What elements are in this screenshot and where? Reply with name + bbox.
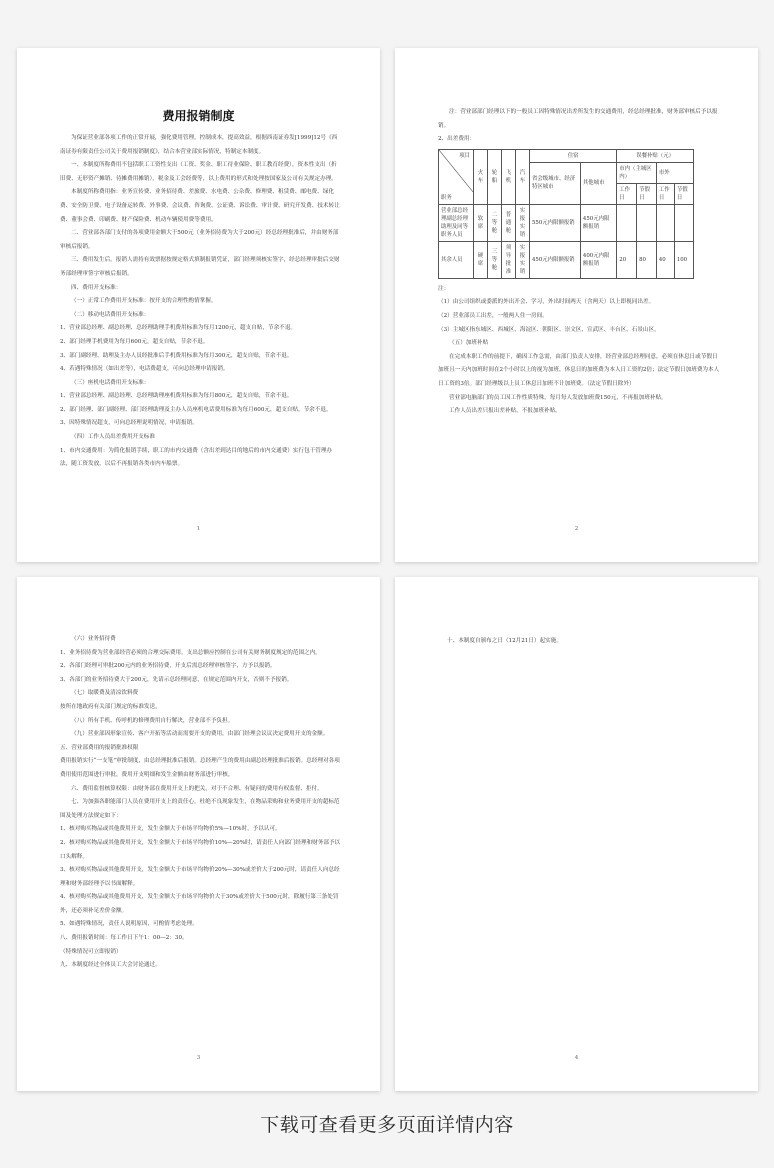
table-header: 节假日 xyxy=(674,183,693,204)
paragraph: 九、本制度经过全体员工大会讨论通过。 xyxy=(60,962,161,969)
page-number: 4 xyxy=(574,1055,579,1061)
table-cell: 硬席 xyxy=(474,241,488,278)
page-3-body xyxy=(60,633,342,973)
table-cell: 450元内限额报销 xyxy=(580,204,616,241)
table-corner-bottom: 职务 xyxy=(441,194,452,201)
table-cell: 400元内限额报销 xyxy=(580,241,616,278)
paragraph: 3、核对购买物品或其他费用开支，发生金额大于市场平均物价20%—30%或差价大于200元时，请责任人向总经理和财务部经理予以书面解释。 xyxy=(60,867,340,887)
paragraph: 2、部门经理手机费用为每月600元，超支自贴，节余不退。 xyxy=(60,338,209,345)
table-row xyxy=(439,241,694,278)
table-cell: 实报实销 xyxy=(516,241,530,278)
paragraph: 六、费用监督核算权限：由财务部在费用开支上的把关，对于不合理、有疑问的费用有权监督、拒付。 xyxy=(71,785,323,792)
paragraph: （3）主城区指东城区、西城区、海淀区、朝阳区、崇文区、宣武区、丰台区、石景山区。 xyxy=(438,326,660,333)
paragraph: （九）营业部因形象宣传、客户开拓等活动而需要开支的费用，由部门经理会议议决定费用开支的金额。 xyxy=(71,731,329,738)
table-cell xyxy=(674,204,693,241)
paragraph: 1、营业部总经理、副总经理、总经理助理座机费用标准为每月800元，超支自贴，节余不退。 xyxy=(60,393,293,400)
paragraph: 在完成本职工作的前提下，确因工作急需，由部门负责人安排，经营业部总经理同意，必须在休息日或节假日加班且一天内加班时间在2个小时以上的视为加班，休息日的加班费为本人日工资的2倍；法定节假日加班费为本人日工资的3倍。部门经理级以上员工休息日加班不计加班费。（法定节假日除外） xyxy=(438,353,720,387)
paragraph: 4、若遇特殊情况（如出差等），电话费超支，可向总经理申请报销。 xyxy=(60,366,229,373)
paragraph: 5、如遇特殊情况，责任人说明原因，可酌情考虑处理。 xyxy=(60,921,198,928)
paragraph: （2）营业部员工出差，一般两人住一房间。 xyxy=(438,312,548,319)
paragraph: （七）取暖费及清凉饮料费 xyxy=(71,690,139,697)
paragraph: 注： xyxy=(438,285,450,292)
paragraph: 2、核对购买物品或其他费用开支，发生金额大于市场平均物价10%—20%时，请责任人向部门经理和财务部予以口头解释。 xyxy=(60,839,341,860)
paragraph: 2、部门经理、部门副经理、部门经理助理及主办人员座机电话费用标准为每月600元，超支自贴，节余不退。 xyxy=(60,406,332,413)
paragraph: 工作人员出差只报出差补贴，不报加班补贴。 xyxy=(449,408,561,415)
table-header: 工作日 xyxy=(656,183,674,204)
paragraph: （特殊情况可立即报销） xyxy=(60,948,122,955)
paragraph: （二）移动电话费用开支标准： xyxy=(71,311,150,318)
table-cell: 20 xyxy=(617,241,637,278)
table-header: 轮船 xyxy=(488,149,502,204)
table-cell: 40 xyxy=(656,241,674,278)
table-cell: 软席 xyxy=(474,204,488,241)
page-number: 2 xyxy=(574,526,579,532)
paragraph: 4、核对购买物品或其他费用开支，发生金额大于市场平均物价大于30%或差价大于500元时，除履行第三条处罚外，还必须补足差价金额。 xyxy=(60,894,339,914)
table-cell: 100 xyxy=(674,241,693,278)
table-header: 市外 xyxy=(656,162,693,183)
paragraph: 为保证营业部各项工作的正常开展，强化费用管理，控制成本，提高效益，根据西南证券发[1999]12号《西南证券有限责任公司关于费用报销制度》，结合本营业部实际情况，特制定本制度。 xyxy=(60,135,338,155)
table-cell: 普通舱 xyxy=(502,204,516,241)
paragraph: （三）座机电话费用开支标准： xyxy=(71,379,150,386)
table-header: 节假日 xyxy=(637,183,657,204)
paragraph: 二、营业部各部门支付的各项费用金额大于500元（业务招待费为大于200元）经总经理批准后，并由财务部审核后报销。 xyxy=(60,230,339,250)
table-corner-top: 项目 xyxy=(459,152,470,159)
paragraph: 1、核对购买物品或其他费用开支，发生金额大于市场平均物价5%—10%时，予以认可。 xyxy=(60,826,281,833)
paragraph: 七、为加强各职能部门人员在费用开支上的责任心，杜绝不良现象发生，在物品采购和业务费用开支的超标范围及处理方法规定如下： xyxy=(60,799,340,819)
table-header: 火车 xyxy=(474,149,488,204)
paragraph: 3、部门副经理、助理及主办人员经批准后手机费用标准为每月300元，超支自贴，节余不退。 xyxy=(60,352,293,359)
travel-expense-table xyxy=(438,149,694,279)
page-1-body xyxy=(60,132,342,472)
table-corner-cell xyxy=(439,149,474,204)
paragraph: 八、费用报销时间：每工作日下午1：00—2：30。 xyxy=(60,935,188,942)
table-cell: 实报实销 xyxy=(516,204,530,241)
paragraph: （六）业务招待费 xyxy=(71,636,116,642)
page-number: 3 xyxy=(196,1055,201,1061)
paragraph: 1、市内交通费用：为简化报销手续，职工的市内交通费（含出差到达目的地后的市内交通费）实行包干管理办法，随工资发放，以后不再报销各类市内车船票。 xyxy=(60,447,333,468)
paragraph: （一）正常工作费用开支标准：按开支的合理性酌情掌握。 xyxy=(71,298,217,305)
table-header: 飞机 xyxy=(502,149,516,204)
paragraph: 五、营业部费用的报销批准权限 xyxy=(60,744,139,751)
paragraph: 1、业务招待费为营业部经营必须的合理交际费用。支出总额应控制在公司有关财务制度规定的范围之内。 xyxy=(60,649,321,656)
paragraph: 一、本制度所称费用不包括职工工资性支出（工资、奖金、职工待业保险、职工教育经费），资本性支出（折旧费、无形资产摊销、待摊费用摊销），税金及工会经费等，以上费用的形式和处理按国家及公司有关规定办理。 xyxy=(60,162,337,182)
table-row xyxy=(439,204,694,241)
paragraph: 注：营业部部门经理以下的一般员工因特殊情况出差所发生的交通费用，经总经理批准，财务部审核后予以报销。 xyxy=(438,109,718,129)
page-2-body xyxy=(438,106,720,419)
paragraph: 按所在地政府有关部门规定的标准发送。 xyxy=(60,703,161,710)
table-cell: 550元内限额报销 xyxy=(530,204,581,241)
paragraph: 3、各部门的业务招待费大于200元，先请示总经理同意，在规定范围内开支，否则不予报销。 xyxy=(60,676,293,683)
paragraph: 十、本制度自颁布之日（12月21日）起实施。 xyxy=(447,638,562,644)
table-cell: 须导批准 xyxy=(502,241,516,278)
document-page-1 xyxy=(17,48,380,562)
download-more-caption[interactable]: 下载可查看更多页面详情内容 xyxy=(260,1114,514,1136)
table-cell xyxy=(656,204,674,241)
table-cell xyxy=(637,204,657,241)
table-cell: 其余人员 xyxy=(439,241,474,278)
document-page-2 xyxy=(395,48,758,562)
paragraph: （1）由公司组织或委派的外出开会、学习，外出时间两天（含两天）以上即视同出差。 xyxy=(438,299,655,306)
document-title: 费用报销制度 xyxy=(162,109,235,123)
table-header: 市内（主城区内） xyxy=(617,162,657,183)
table-cell xyxy=(617,204,637,241)
table-cell: 二等舱 xyxy=(488,204,502,241)
paragraph: 3、因特殊情况超支，可向总经理说明情况，申请报销。 xyxy=(60,420,198,427)
paragraph: 1、营业部总经理、副总经理、总经理助理手机费用标准为每月1200元，超支自贴，节余不退。 xyxy=(60,325,296,332)
document-page-3 xyxy=(17,577,380,1091)
paragraph: （八）所有手机、传呼机的修理费用自行解决，营业部不予负担。 xyxy=(71,717,234,724)
paragraph: 费用报销实行“一支笔”审批制度，由总经理批准后报销。总经理产生的费用由副总经理批准后报销。总经理对各项费用使用范围进行审批，费用开支明细和发生金额由财务部进行审核。 xyxy=(60,758,340,778)
table-header: 省会级城市、经济特区城市 xyxy=(530,162,581,204)
paragraph: （五）加班补贴 xyxy=(449,340,489,347)
document-page-4 xyxy=(395,577,758,1091)
table-header: 汽车 xyxy=(516,149,530,204)
paragraph: 营业部电脑部门的员工因工作性质特殊，每月每人发放加班费150元，不再报加班补贴。 xyxy=(449,394,667,401)
paragraph: 本制度所称费用指：业务宣传费、业务招待费、差旅费、水电费、公杂费、修理费、租赁费、邮电费、绿化费、安全防卫费、电子设备运转费、外事费、会议费、咨询费、公证费、诉讼费、审计费、研究开发费、技术转让费、董事会费、印刷费、财产保险费、机动车辆使用费等费用。 xyxy=(60,189,340,223)
table-cell: 营业部总经理副总经理助理及同等职务人员 xyxy=(439,204,474,241)
table-cell: 80 xyxy=(637,241,657,278)
table-cell: 三等舱 xyxy=(488,241,502,278)
paragraph: 三、费用发生后，报销人需持有效票据按规定格式填制报销凭证，部门经理须核实签字，经总经理审批后交财务部经理审签字审核后报销。 xyxy=(60,257,340,277)
page-4-body xyxy=(447,635,720,649)
table-cell: 450元内限额报销 xyxy=(530,241,581,278)
paragraph: 2、出差费用： xyxy=(438,136,476,143)
paragraph: 四、费用开支标准： xyxy=(71,284,122,291)
paragraph: 2、各部门经理可审批200元内的业务招待费，开支后需总经理审核签字，方予以报销。 xyxy=(60,663,276,670)
paragraph: （四）工作人员出差费用开支标准 xyxy=(71,434,155,441)
table-header: 住宿 xyxy=(530,149,617,162)
table-header: 误餐补贴（元） xyxy=(617,149,694,162)
table-header: 其他城市 xyxy=(580,162,616,204)
table-header: 工作日 xyxy=(617,183,637,204)
page-number: 1 xyxy=(196,526,201,532)
